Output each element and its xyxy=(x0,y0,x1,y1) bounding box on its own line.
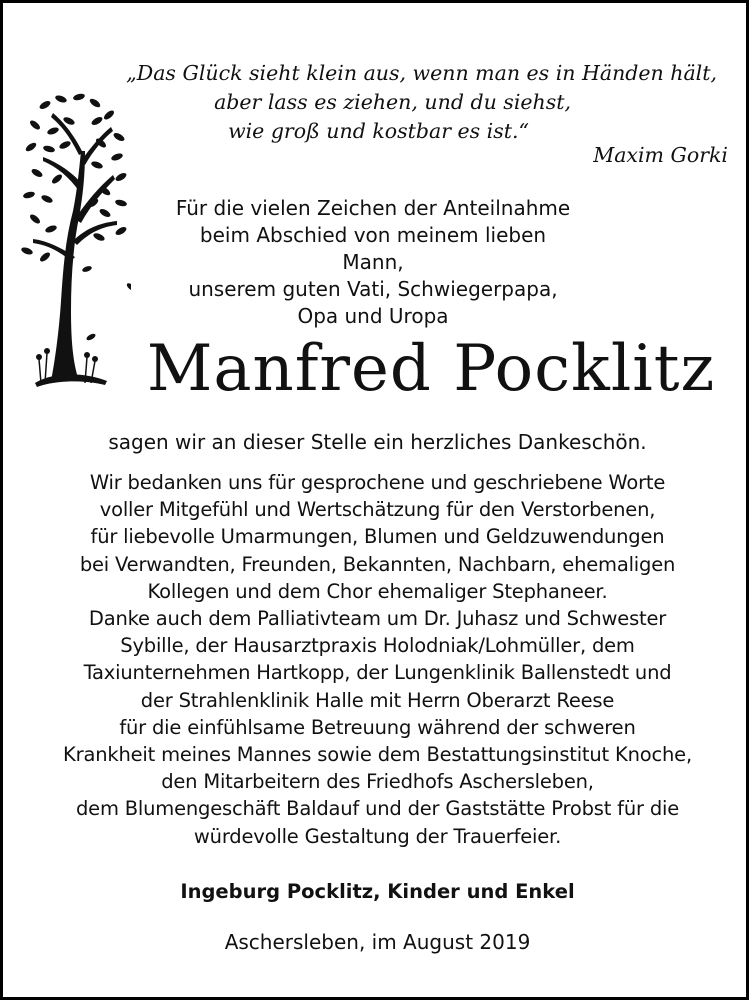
quote-line-1: „Das Glück sieht klein aus, wenn man es in Händen hält, xyxy=(126,61,717,85)
body-line-12: den Mitarbeitern des Friedhofs Aschersleben, xyxy=(161,770,594,794)
body-line-11: Krankheit meines Mannes sowie dem Bestattungsinstitut Knoche, xyxy=(63,743,692,767)
quote-line-2: aber lass es ziehen, und du siehst, xyxy=(214,90,571,114)
closing-line: sagen wir an dieser Stelle ein herzliches Dankeschön. xyxy=(108,430,647,454)
deceased-name: Manfred Pocklitz xyxy=(146,332,716,406)
body-line-3: für liebevolle Umarmungen, Blumen und Geldzuwendungen xyxy=(90,525,665,549)
quote-author: Maxim Gorki xyxy=(593,143,728,167)
body-text xyxy=(21,469,734,850)
intro-line-4: Opa und Uropa xyxy=(297,304,449,328)
tree-icon xyxy=(21,91,131,391)
body-line-9: der Strahlenklinik Halle mit Herrn Oberarzt Reese xyxy=(140,688,615,712)
quote-line-3: wie groß und kostbar es ist.“ xyxy=(228,119,529,143)
intro-line-2: beim Abschied von meinem lieben Mann, xyxy=(199,223,547,274)
signature: Ingeburg Pocklitz, Kinder und Enkel xyxy=(180,880,575,903)
body-line-10: für die einfühlsame Betreuung während der schweren xyxy=(119,715,636,739)
body-line-8: Taxiunternehmen Hartkopp, der Lungenklinik Ballenstedt und xyxy=(83,661,672,685)
body-line-7: Sybille, der Hausarztpraxis Holodniak/Lohmüller, dem xyxy=(120,634,635,658)
intro-line-1: Für die vielen Zeichen der Anteilnahme xyxy=(175,196,571,220)
body-line-13: dem Blumengeschäft Baldauf und der Gaststätte Probst für die xyxy=(75,797,680,821)
body-line-6: Danke auch dem Palliativteam um Dr. Juhasz und Schwester xyxy=(88,607,667,631)
intro-text xyxy=(173,195,573,330)
body-line-5: Kollegen und dem Chor ehemaliger Stephaneer. xyxy=(147,579,608,603)
body-line-4: bei Verwandten, Freunden, Bekannten, Nachbarn, ehemaligen xyxy=(79,552,676,576)
body-line-1: Wir bedanken uns für gesprochene und geschriebene Worte xyxy=(89,471,666,494)
body-line-14: würdevolle Gestaltung der Trauerfeier. xyxy=(193,824,562,848)
place-date: Aschersleben, im August 2019 xyxy=(224,930,531,954)
body-line-2: voller Mitgefühl und Wertschätzung für den Verstorbenen, xyxy=(99,498,656,522)
intro-line-3: unserem guten Vati, Schwiegerpapa, xyxy=(188,277,558,301)
